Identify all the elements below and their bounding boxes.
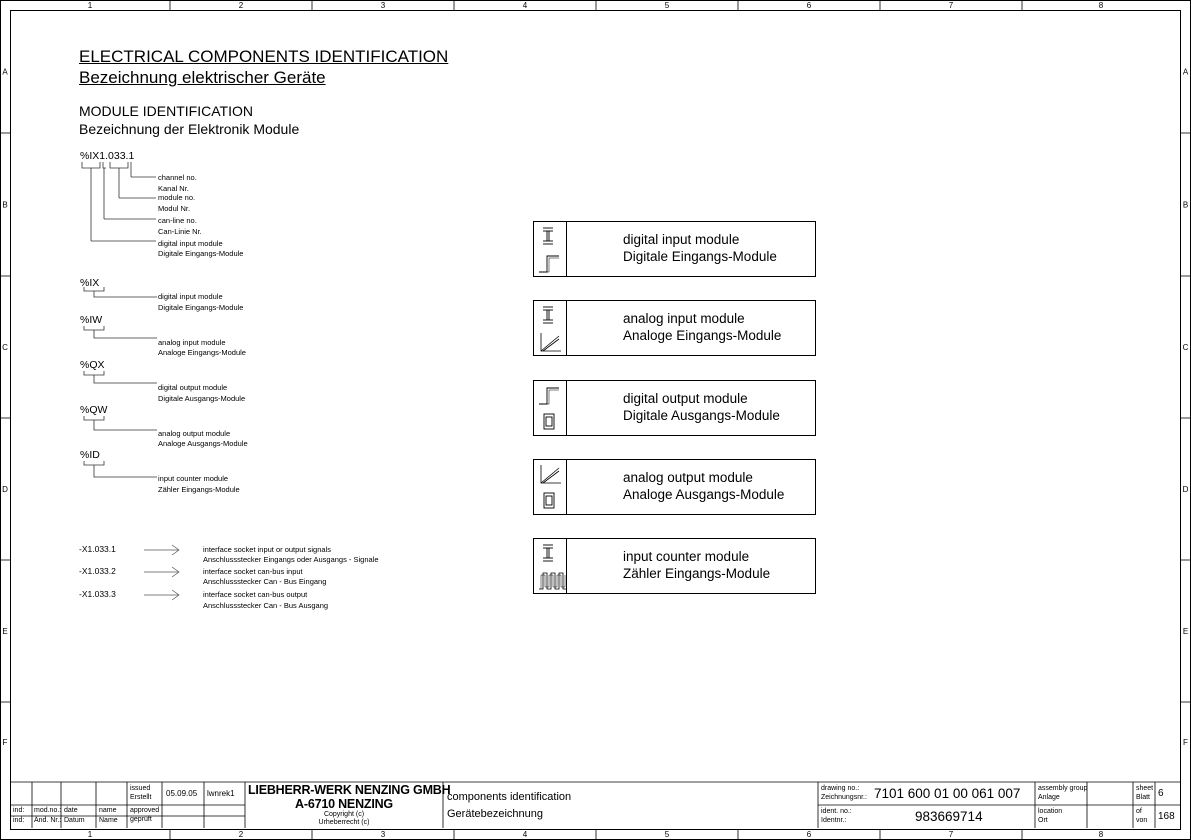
ruler-column-label: 2: [238, 830, 244, 839]
title-en: ELECTRICAL COMPONENTS IDENTIFICATION: [79, 47, 449, 66]
legend-canline-en: can-line no.: [158, 216, 197, 225]
module-label-en: digital input module: [623, 232, 740, 247]
subtitle-en: MODULE IDENTIFICATION: [79, 103, 253, 119]
prefix-qx-en: digital output module: [158, 383, 228, 392]
company-name: LIEBHERR-WERK NENZING GMBH: [248, 783, 451, 797]
ruler-column-label: 6: [806, 830, 812, 839]
socket-code-2: -X1.033.2: [79, 566, 116, 576]
issued-name: lwnrek1: [207, 789, 235, 798]
module-label-de: Analoge Ausgangs-Module: [623, 487, 785, 502]
ruler-row-label: D: [1182, 485, 1189, 494]
ruler-row-label: B: [1182, 200, 1189, 210]
ruler-column-label: 3: [380, 1, 386, 10]
module-label-en: analog input module: [623, 311, 745, 326]
ind-label: ind:: [13, 807, 25, 814]
prefix-code-iw: %IW: [80, 314, 103, 326]
legend-canline-de: Can-Linie Nr.: [158, 227, 202, 236]
company-address: A-6710 NENZING: [295, 797, 393, 811]
ruler-row-label: A: [1182, 67, 1189, 77]
ident-number: 983669714: [915, 809, 983, 824]
socket-3-de: Anschlussstecker Can - Bus Ausgang: [203, 601, 329, 610]
ruler-column-label: 7: [948, 1, 954, 10]
ruler-row-label: A: [2, 67, 8, 77]
ruler-row-label: B: [2, 200, 8, 210]
copyright-en: Copyright (c): [323, 811, 365, 818]
ruler-column-label: 7: [948, 830, 954, 839]
ruler-row-label: F: [2, 738, 8, 747]
module-label-en: digital output module: [623, 391, 748, 406]
drawing-desc-de: Gerätebezeichnung: [447, 808, 544, 820]
address-example: %IX1.033.1: [80, 150, 135, 162]
prefix-iw-de: Analoge Eingangs-Module: [158, 348, 246, 357]
module-label-de: Analoge Eingangs-Module: [623, 328, 782, 343]
socket-1-de: Anschlussstecker Eingangs oder Ausgangs - Signale: [203, 555, 379, 564]
name-de: Name: [99, 817, 118, 824]
approved-en: approved: [130, 807, 160, 814]
sheet-number: 6: [1158, 788, 1164, 799]
ruler-row-label: D: [2, 485, 8, 494]
ruler-column-label: 6: [806, 1, 812, 10]
ruler-column-label: 2: [238, 1, 244, 10]
ruler-column-label: 4: [522, 1, 528, 10]
legend-channel-de: Kanal Nr.: [158, 184, 189, 193]
legend-module-en: module no.: [158, 193, 196, 202]
prefix-iw-en: analog input module: [158, 338, 226, 347]
prefix-code-qx: %QX: [80, 359, 105, 371]
legend-channel-en: channel no.: [158, 173, 197, 182]
modno-en: mod.no.:: [34, 807, 62, 814]
ruler-column-label: 8: [1098, 830, 1104, 839]
copyright-de: Urheberrecht (c): [318, 819, 370, 826]
prefix-id-de: Zähler Eingangs-Module: [158, 485, 240, 494]
drawing-no-en: drawing no.:: [821, 785, 860, 792]
legend-type-en: digital input module: [158, 239, 223, 248]
date-de: Datum: [64, 817, 85, 824]
socket-code-3: -X1.033.3: [79, 589, 116, 599]
sheet-total: 168: [1158, 811, 1175, 822]
assembly-en: assembly group: [1038, 785, 1088, 792]
issued-en: issued: [130, 785, 151, 792]
sheet-en: sheet: [1136, 785, 1154, 792]
of-en: of: [1136, 808, 1142, 815]
location-de: Ort: [1038, 817, 1048, 824]
ruler-column-label: 5: [664, 830, 670, 839]
sheet-de: Blatt: [1136, 794, 1151, 801]
drawing-no-de: Zeichnungsnr.:: [821, 794, 867, 801]
prefix-code-qw: %QW: [80, 404, 108, 416]
ruler-column-label: 1: [87, 1, 93, 10]
ruler-row-label: E: [2, 627, 8, 636]
date-en: date: [64, 807, 78, 814]
ruler-column-label: 8: [1098, 1, 1104, 10]
of-de: von: [1136, 817, 1148, 824]
ident-no-de: Identnr.:: [821, 817, 847, 824]
assembly-de: Anlage: [1038, 794, 1060, 801]
socket-1-en: interface socket input or output signals: [203, 545, 331, 554]
legend-module-de: Modul Nr.: [158, 204, 191, 213]
prefix-code-ix: %IX: [80, 277, 100, 289]
ruler-column-label: 1: [87, 830, 93, 839]
module-label-de: Digitale Eingangs-Module: [623, 249, 777, 264]
legend-type-de: Digitale Eingangs-Module: [158, 249, 244, 258]
drawing-number: 7101 600 01 00 061 007: [874, 786, 1021, 801]
title-de: Bezeichnung elektrischer Geräte: [79, 68, 326, 87]
prefix-ix-de: Digitale Eingangs-Module: [158, 303, 244, 312]
name-en: name: [99, 807, 117, 814]
prefix-code-id: %ID: [80, 449, 100, 461]
prefix-qw-de: Analoge Ausgangs-Module: [158, 439, 248, 448]
ident-no-en: ident. no.:: [821, 808, 852, 815]
module-label-de: Zähler Eingangs-Module: [623, 566, 771, 581]
ruler-column-label: 3: [380, 830, 386, 839]
issued-date: 05.09.05: [166, 789, 198, 798]
drawing-desc-en: components identification: [447, 791, 572, 803]
prefix-id-en: input counter module: [158, 474, 229, 483]
module-label-de: Digitale Ausgangs-Module: [623, 408, 780, 423]
ruler-row-label: E: [1182, 627, 1189, 636]
issued-de: Erstellt: [130, 794, 152, 801]
socket-2-de: Anschlussstecker Can - Bus Eingang: [203, 577, 327, 586]
ruler-row-label: C: [1182, 343, 1189, 352]
prefix-qx-de: Digitale Ausgangs-Module: [158, 394, 246, 403]
prefix-qw-en: analog output module: [158, 429, 231, 438]
ruler-column-label: 5: [664, 1, 670, 10]
ruler-row-label: F: [1183, 738, 1188, 747]
module-label-en: input counter module: [623, 549, 750, 564]
modno-de: Änd. Nr.:: [34, 817, 62, 824]
module-label-en: analog output module: [623, 470, 753, 485]
socket-2-en: interface socket can-bus input: [203, 567, 303, 576]
ruler-column-label: 4: [522, 830, 528, 839]
socket-3-en: interface socket can-bus output: [203, 590, 308, 599]
ruler-row-label: C: [2, 343, 8, 352]
socket-code-1: -X1.033.1: [79, 544, 116, 554]
ind-label-2: ind:: [13, 817, 25, 824]
approved-de: geprüft: [130, 816, 152, 823]
location-en: location: [1038, 808, 1063, 815]
subtitle-de: Bezeichnung der Elektronik Module: [79, 121, 300, 137]
prefix-ix-en: digital input module: [158, 292, 223, 301]
